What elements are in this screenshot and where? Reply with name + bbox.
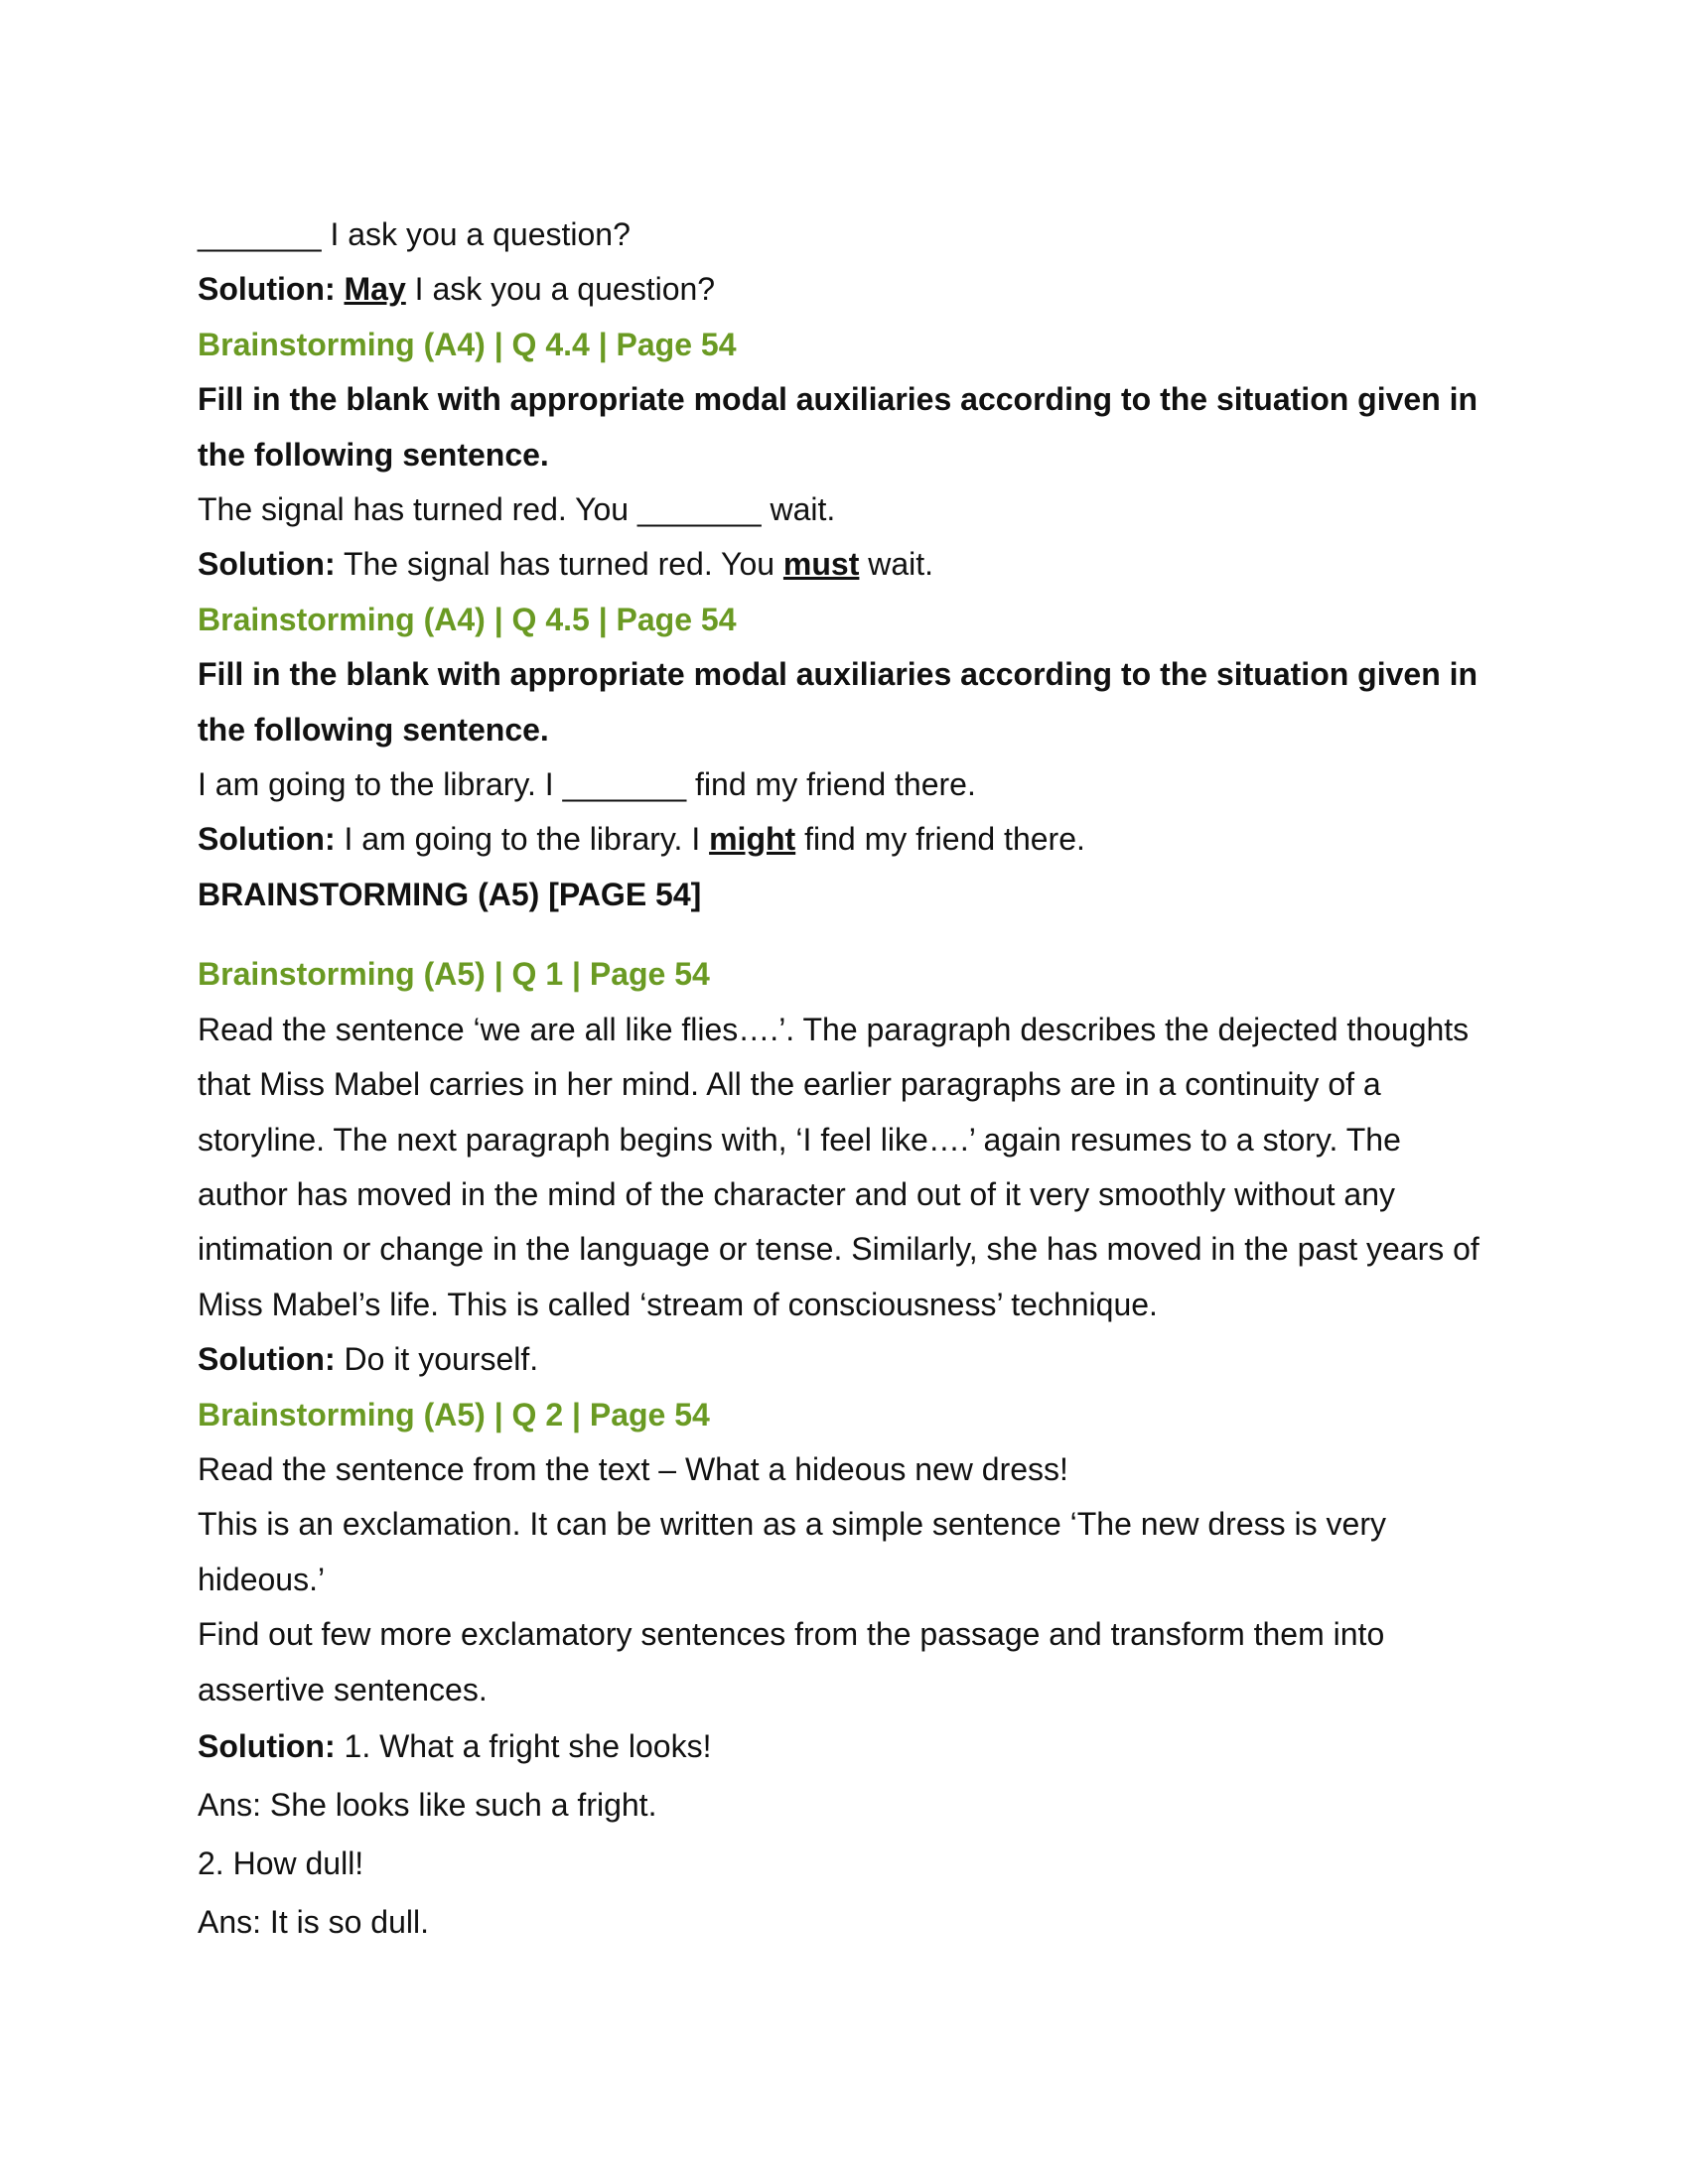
q45-heading: Brainstorming (A4) | Q 4.5 | Page 54 (198, 601, 737, 637)
solution-label: Solution: (198, 1341, 336, 1378)
q43-question: _______ I ask you a question? (198, 216, 631, 252)
answer-after: wait. (859, 546, 934, 583)
solution-label: Solution: (198, 821, 336, 858)
solution-text: Do it yourself. (335, 1341, 539, 1378)
a5q1-body: Read the sentence ‘we are all like flies….’. The paragraph describes the dejected thoughts that Miss Mabel carries in her mind. All the earlier paragraphs are in a continuity of a storyline. The next paragraph begins with, ‘I feel like….’ again resumes to a story. The author has moved in the mind of the character and out of it very smoothly without any intimation or change in the language or tense. Similarly, she has moved in the past years of Miss Mabel’s life. This is called ‘stream of consciousness’ technique. (198, 1011, 1479, 1322)
q44-question: The signal has turned red. You _______ wait. (198, 491, 836, 528)
answer-before: The signal has turned red. You (335, 546, 783, 583)
answer-rest: I ask you a question? (405, 271, 716, 308)
answer-after: find my friend there. (795, 821, 1085, 858)
solution-label: Solution: (198, 1727, 336, 1764)
answer-word: May (344, 271, 406, 308)
q45-question: I am going to the library. I _______ find my friend there. (198, 766, 976, 803)
a5q1-heading: Brainstorming (A5) | Q 1 | Page 54 (198, 956, 710, 993)
a5q2-solution (198, 1717, 1498, 1776)
q45-solution (198, 812, 1498, 867)
a5q1-solution (198, 1332, 1498, 1387)
q44-heading: Brainstorming (A4) | Q 4.4 | Page 54 (198, 326, 737, 362)
answer-before: I am going to the library. I (335, 821, 710, 858)
a5q2-line1: Read the sentence from the text – What a hideous new dress! (198, 1450, 1068, 1487)
a5q2-item2: 2. How dull! (198, 1844, 364, 1881)
a5q2-line3: Find out few more exclamatory sentences from the passage and transform them into assertive sentences. (198, 1616, 1385, 1707)
section-title: BRAINSTORMING (A5) [PAGE 54] (198, 876, 702, 912)
document-page (198, 207, 1498, 1952)
a5q2-heading: Brainstorming (A5) | Q 2 | Page 54 (198, 1396, 710, 1433)
q43-solution (198, 262, 1498, 317)
q44-instruction: Fill in the blank with appropriate modal auxiliaries according to the situation given in the following sentence. (198, 381, 1478, 473)
a5q2-ans1: Ans: She looks like such a fright. (198, 1786, 657, 1823)
answer-word: must (782, 546, 860, 583)
a5q2-line2: This is an exclamation. It can be written as a simple sentence ‘The new dress is very hideous.’ (198, 1506, 1386, 1597)
a5q2-ans2: Ans: It is so dull. (198, 1903, 429, 1940)
answer-word: might (709, 821, 796, 858)
q45-instruction: Fill in the blank with appropriate modal auxiliaries according to the situation given in the following sentence. (198, 656, 1478, 748)
solution-label: Solution: (198, 271, 336, 308)
q44-solution (198, 537, 1498, 592)
solution-label: Solution: (198, 546, 336, 583)
solution-text: 1. What a fright she looks! (335, 1727, 712, 1764)
